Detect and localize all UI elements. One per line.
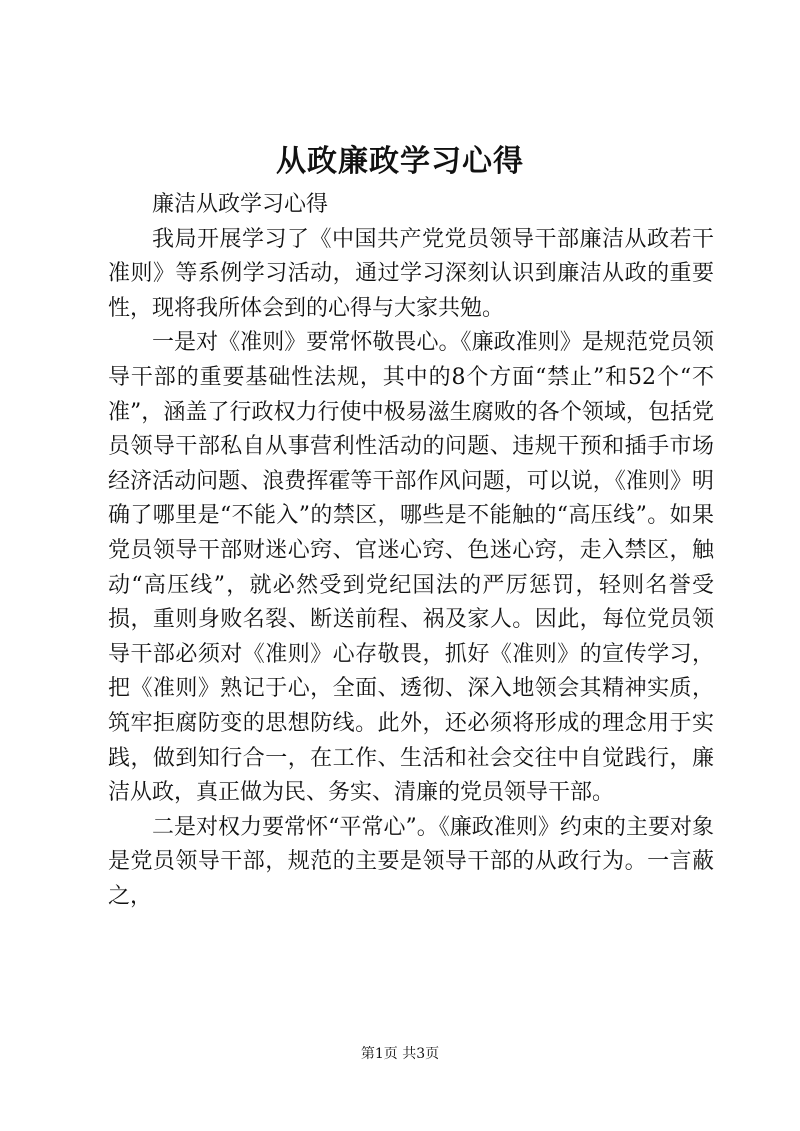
body-paragraph-heading: 廉洁从政学习心得 xyxy=(152,192,329,217)
document-body xyxy=(108,188,714,914)
page-footer: 第1页 共3页 xyxy=(360,1046,440,1062)
body-paragraph-point-two: 二是对权力要常怀“平常心”。《廉政准则》约束的主要对象是党员领导干部，规范的主要是领导干部的从政行为。一言蔽之， xyxy=(108,814,714,909)
body-paragraph-point-one: 一是对《准则》要常怀敬畏心。《廉政准则》是规范党员领导干部的重要基础性法规，其中的8个方面“禁止”和52个“不准”，涵盖了行政权力行使中极易滋生腐败的各个领域，包括党员领导干部私自从事营利性活动的问题、违规干预和插手市场经济活动问题、浪费挥霍等干部作风问题，可以说，《准则》明确了哪里是“不能入”的禁区，哪些是不能触的“高压线”。如果党员领导干部财迷心窍、官迷心窍、色迷心窍，走入禁区，触动“高压线”，就必然受到党纪国法的严厉惩罚，轻则名誉受损，重则身败名裂、断送前程、祸及家人。因此，每位党员领导干部必须对《准则》心存敬畏，抓好《准则》的宣传学习，把《准则》熟记于心，全面、透彻、深入地领会其精神实质，筑牢拒腐防变的思想防线。此外，还必须将形成的理念用于实践，做到知行合一，在工作、生活和社会交往中自觉践行，廉洁从政，真正做为民、务实、清廉的党员领导干部。 xyxy=(108,330,714,806)
body-paragraph-intro: 我局开展学习了《中国共产党党员领导干部廉洁从政若干准则》等系例学习活动，通过学习深刻认识到廉洁从政的重要性，现将我所体会到的心得与大家共勉。 xyxy=(108,226,714,321)
document-title: 从政廉政学习心得 xyxy=(276,144,524,179)
